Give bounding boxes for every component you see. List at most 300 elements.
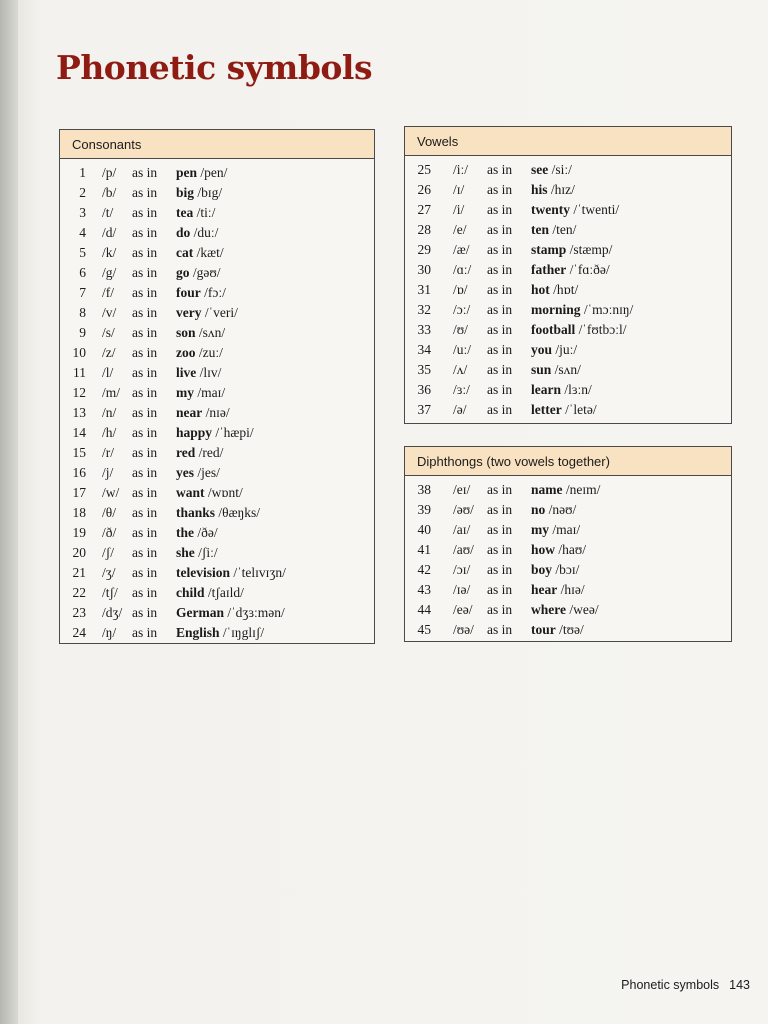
consonants-table (59, 129, 375, 644)
as-in-label: as in (487, 262, 513, 277)
table-row (405, 342, 731, 362)
example (531, 342, 577, 358)
as-in-label: as in (132, 545, 158, 560)
table-row (60, 285, 374, 305)
phoneme-symbol: /ɜː/ (453, 382, 470, 397)
example (531, 542, 586, 558)
example-transcription: /hɪz/ (550, 182, 575, 197)
table-row (60, 525, 374, 545)
phoneme-symbol: /dʒ/ (102, 605, 123, 620)
page-footer (621, 978, 750, 992)
table-row (60, 425, 374, 445)
example-transcription: /pen/ (200, 165, 228, 180)
as-in-label: as in (132, 525, 158, 540)
table-row (405, 242, 731, 262)
as-in-label: as in (132, 245, 158, 260)
example-transcription: /θæŋks/ (218, 505, 261, 520)
phoneme-symbol: /ɔː/ (453, 302, 471, 317)
row-number: 25 (417, 162, 431, 177)
table-row (405, 582, 731, 602)
phoneme-symbol: /j/ (102, 465, 114, 480)
example-transcription: /maɪ/ (552, 522, 581, 537)
example-word: sun (531, 362, 552, 377)
row-number: 33 (417, 322, 431, 337)
example (176, 525, 218, 541)
as-in-label: as in (132, 165, 158, 180)
example (531, 522, 580, 538)
table-row (60, 485, 374, 505)
example-word: German (176, 605, 224, 620)
row-number: 43 (417, 582, 431, 597)
example (176, 405, 230, 421)
table-row (60, 325, 374, 345)
example-transcription: /hɪə/ (560, 582, 585, 597)
as-in-label: as in (487, 622, 513, 637)
example (176, 385, 225, 401)
table-row (405, 502, 731, 522)
phoneme-symbol: /g/ (102, 265, 117, 280)
example (531, 222, 576, 238)
row-number: 32 (417, 302, 431, 317)
phoneme-symbol: /iː/ (453, 162, 469, 177)
table-row (405, 402, 731, 422)
example-word: hot (531, 282, 550, 297)
row-number: 9 (79, 325, 86, 340)
diphthongs-header-bold: Diphthongs (417, 454, 483, 469)
row-number: 23 (72, 605, 86, 620)
table-row (405, 302, 731, 322)
example-word: child (176, 585, 205, 600)
row-number: 41 (417, 542, 431, 557)
phoneme-symbol: /ʒ/ (102, 565, 116, 580)
phoneme-symbol: /m/ (102, 385, 121, 400)
row-number: 19 (72, 525, 86, 540)
example-transcription: /ˈmɔːnɪŋ/ (583, 302, 634, 317)
row-number: 3 (79, 205, 86, 220)
example-transcription: /nɪə/ (205, 405, 230, 420)
row-number: 11 (73, 365, 86, 380)
example-transcription: /wɒnt/ (207, 485, 243, 500)
as-in-label: as in (132, 445, 158, 460)
example-word: live (176, 365, 197, 380)
example-word: see (531, 162, 549, 177)
example (176, 225, 218, 241)
as-in-label: as in (132, 385, 158, 400)
phoneme-symbol: /e/ (453, 222, 467, 237)
example-word: big (176, 185, 195, 200)
row-number: 35 (417, 362, 431, 377)
phoneme-symbol: /ɔɪ/ (453, 562, 471, 577)
example-transcription: /nəʊ/ (548, 502, 577, 517)
vowels-header: Vowels (405, 127, 731, 156)
diphthongs-rows (405, 476, 731, 642)
table-row (405, 562, 731, 582)
phoneme-symbol: /eə/ (453, 602, 473, 617)
phoneme-symbol: /t/ (102, 205, 114, 220)
example-word: boy (531, 562, 553, 577)
example (176, 285, 226, 301)
example-word: near (176, 405, 203, 420)
example (176, 245, 224, 261)
example-word: my (176, 385, 194, 400)
example-word: red (176, 445, 196, 460)
phoneme-symbol: /ʊ/ (453, 322, 468, 337)
table-row (405, 282, 731, 302)
row-number: 30 (417, 262, 431, 277)
row-number: 7 (79, 285, 86, 300)
example-word: football (531, 322, 576, 337)
phoneme-symbol: /r/ (102, 445, 114, 460)
row-number: 2 (79, 185, 86, 200)
example-transcription: /tʃaɪld/ (207, 585, 244, 600)
row-number: 42 (417, 562, 431, 577)
example-word: ten (531, 222, 549, 237)
row-number: 21 (72, 565, 86, 580)
example-word: want (176, 485, 205, 500)
example (531, 162, 572, 178)
example-word: where (531, 602, 566, 617)
example-transcription: /ˈtwenti/ (573, 202, 620, 217)
example (531, 302, 633, 318)
table-row (405, 522, 731, 542)
example-transcription: /red/ (198, 445, 224, 460)
table-row (60, 545, 374, 565)
table-row (60, 625, 374, 645)
table-row (405, 182, 731, 202)
row-number: 24 (72, 625, 86, 640)
row-number: 4 (79, 225, 86, 240)
as-in-label: as in (132, 465, 158, 480)
vowels-rows (405, 156, 731, 422)
table-row (405, 602, 731, 622)
example-transcription: /gəʊ/ (192, 265, 221, 280)
phoneme-symbol: /aɪ/ (453, 522, 471, 537)
phoneme-symbol: /v/ (102, 305, 117, 320)
example-transcription: /stæmp/ (569, 242, 613, 257)
consonants-rows (60, 159, 374, 645)
table-row (60, 245, 374, 265)
example (531, 362, 581, 378)
example (176, 605, 285, 621)
example (531, 322, 627, 338)
row-number: 17 (72, 485, 86, 500)
row-number: 6 (79, 265, 86, 280)
table-row (405, 362, 731, 382)
table-row (60, 365, 374, 385)
as-in-label: as in (132, 425, 158, 440)
example-word: television (176, 565, 230, 580)
vowels-table (404, 126, 732, 424)
page-title: Phonetic symbols (56, 48, 373, 87)
example-word: son (176, 325, 196, 340)
table-row (60, 345, 374, 365)
row-number: 40 (417, 522, 431, 537)
example (176, 425, 254, 441)
example-transcription: /ʃiː/ (198, 545, 218, 560)
example-word: yes (176, 465, 194, 480)
phoneme-symbol: /eɪ/ (453, 482, 471, 497)
example-word: twenty (531, 202, 570, 217)
phoneme-symbol: /b/ (102, 185, 117, 200)
phoneme-symbol: /ɪə/ (453, 582, 471, 597)
row-number: 44 (417, 602, 431, 617)
example-transcription: /bɪg/ (197, 185, 223, 200)
as-in-label: as in (132, 485, 158, 500)
example-transcription: /maɪ/ (197, 385, 226, 400)
table-row (405, 382, 731, 402)
example (531, 602, 599, 618)
table-row (60, 305, 374, 325)
phoneme-symbol: /k/ (102, 245, 117, 260)
example-word: pen (176, 165, 198, 180)
example-transcription: /jes/ (197, 465, 220, 480)
phoneme-symbol: /θ/ (102, 505, 116, 520)
row-number: 28 (417, 222, 431, 237)
phoneme-symbol: /uː/ (453, 342, 472, 357)
row-number: 18 (72, 505, 86, 520)
example-word: my (531, 522, 549, 537)
table-row (60, 405, 374, 425)
example-transcription: /bɔɪ/ (555, 562, 580, 577)
row-number: 14 (72, 425, 86, 440)
example (531, 242, 612, 258)
as-in-label: as in (487, 362, 513, 377)
example (531, 202, 619, 218)
example-word: do (176, 225, 191, 240)
as-in-label: as in (487, 542, 513, 557)
table-row (60, 445, 374, 465)
example (176, 325, 225, 341)
as-in-label: as in (132, 625, 158, 640)
consonants-header: Consonants (60, 130, 374, 159)
row-number: 13 (72, 405, 86, 420)
example-transcription: /fɔː/ (204, 285, 226, 300)
row-number: 10 (72, 345, 86, 360)
as-in-label: as in (132, 505, 158, 520)
example (176, 545, 218, 561)
row-number: 31 (417, 282, 431, 297)
as-in-label: as in (487, 502, 513, 517)
as-in-label: as in (132, 205, 158, 220)
diphthongs-header (405, 447, 731, 476)
example-word: the (176, 525, 194, 540)
example-transcription: /ten/ (552, 222, 577, 237)
as-in-label: as in (487, 522, 513, 537)
phoneme-symbol: /tʃ/ (102, 585, 118, 600)
phoneme-symbol: /ɒ/ (453, 282, 468, 297)
example-word: his (531, 182, 548, 197)
phoneme-symbol: /n/ (102, 405, 117, 420)
example-transcription: /ˈfʊtbɔːl/ (578, 322, 627, 337)
table-row (405, 482, 731, 502)
row-number: 26 (417, 182, 431, 197)
book-spine (0, 0, 18, 1024)
table-row (60, 585, 374, 605)
example (176, 505, 260, 521)
example-word: tour (531, 622, 556, 637)
phoneme-symbol: /f/ (102, 285, 114, 300)
example-word: no (531, 502, 546, 517)
table-row (60, 165, 374, 185)
example-transcription: /sʌn/ (198, 325, 226, 340)
as-in-label: as in (487, 402, 513, 417)
example-transcription: /ˈtelɪvɪʒn/ (233, 565, 286, 580)
example-word: English (176, 625, 220, 640)
example-word: thanks (176, 505, 216, 520)
table-row (60, 465, 374, 485)
example-word: stamp (531, 242, 567, 257)
example-transcription: /juː/ (555, 342, 578, 357)
row-number: 15 (72, 445, 86, 460)
example (176, 585, 244, 601)
as-in-label: as in (132, 305, 158, 320)
example-transcription: /duː/ (193, 225, 219, 240)
example (176, 485, 243, 501)
row-number: 5 (79, 245, 86, 260)
row-number: 22 (72, 585, 86, 600)
row-number: 37 (417, 402, 431, 417)
phoneme-symbol: /z/ (102, 345, 116, 360)
example-word: four (176, 285, 201, 300)
example (176, 265, 221, 281)
example-transcription: /ˈveri/ (204, 305, 238, 320)
row-number: 34 (417, 342, 431, 357)
example (176, 625, 264, 641)
phoneme-symbol: /ŋ/ (102, 625, 117, 640)
example (531, 402, 597, 418)
example-word: cat (176, 245, 194, 260)
as-in-label: as in (487, 222, 513, 237)
example-word: name (531, 482, 563, 497)
as-in-label: as in (487, 162, 513, 177)
as-in-label: as in (487, 482, 513, 497)
row-number: 27 (417, 202, 431, 217)
as-in-label: as in (487, 342, 513, 357)
row-number: 45 (417, 622, 431, 637)
phoneme-symbol: /aʊ/ (453, 542, 474, 557)
phoneme-symbol: /əʊ/ (453, 502, 474, 517)
as-in-label: as in (487, 562, 513, 577)
example-transcription: /tiː/ (196, 205, 216, 220)
as-in-label: as in (132, 585, 158, 600)
phoneme-symbol: /i/ (453, 202, 465, 217)
table-row (60, 385, 374, 405)
example-word: go (176, 265, 190, 280)
phoneme-symbol: /æ/ (453, 242, 470, 257)
example-word: she (176, 545, 195, 560)
phoneme-symbol: /p/ (102, 165, 117, 180)
table-row (405, 262, 731, 282)
example (176, 465, 220, 481)
as-in-label: as in (132, 185, 158, 200)
example (531, 562, 579, 578)
row-number: 38 (417, 482, 431, 497)
example (531, 282, 578, 298)
table-row (405, 542, 731, 562)
as-in-label: as in (132, 225, 158, 240)
example-transcription: /kæt/ (196, 245, 224, 260)
phoneme-symbol: /h/ (102, 425, 117, 440)
example-transcription: /sʌn/ (554, 362, 581, 377)
example-transcription: /haʊ/ (558, 542, 587, 557)
as-in-label: as in (487, 182, 513, 197)
example (176, 165, 227, 181)
example-word: how (531, 542, 556, 557)
phoneme-symbol: /ə/ (453, 402, 467, 417)
row-number: 36 (417, 382, 431, 397)
as-in-label: as in (487, 282, 513, 297)
phoneme-symbol: /l/ (102, 365, 114, 380)
example-transcription: /lɜːn/ (564, 382, 592, 397)
example (531, 502, 576, 518)
table-row (60, 565, 374, 585)
as-in-label: as in (132, 405, 158, 420)
example-word: you (531, 342, 553, 357)
row-number: 39 (417, 502, 431, 517)
phoneme-symbol: /ɑː/ (453, 262, 472, 277)
example (531, 482, 600, 498)
as-in-label: as in (132, 605, 158, 620)
example-word: tea (176, 205, 194, 220)
diphthongs-table (404, 446, 732, 642)
row-number: 12 (72, 385, 86, 400)
footer-section-title: Phonetic symbols (621, 978, 720, 992)
example-transcription: /neɪm/ (565, 482, 601, 497)
example (531, 622, 584, 638)
as-in-label: as in (487, 582, 513, 597)
example-word: happy (176, 425, 213, 440)
table-row (60, 225, 374, 245)
row-number: 29 (417, 242, 431, 257)
as-in-label: as in (487, 382, 513, 397)
table-row (405, 622, 731, 642)
as-in-label: as in (487, 302, 513, 317)
example-word: learn (531, 382, 561, 397)
as-in-label: as in (487, 322, 513, 337)
table-row (60, 265, 374, 285)
row-number: 1 (79, 165, 86, 180)
as-in-label: as in (132, 345, 158, 360)
example (176, 305, 238, 321)
example (176, 445, 223, 461)
as-in-label: as in (132, 285, 158, 300)
row-number: 8 (79, 305, 86, 320)
row-number: 20 (72, 545, 86, 560)
example-transcription: /weə/ (569, 602, 599, 617)
as-in-label: as in (132, 565, 158, 580)
example-word: very (176, 305, 202, 320)
as-in-label: as in (487, 202, 513, 217)
table-row (405, 202, 731, 222)
example-word: letter (531, 402, 562, 417)
example-word: father (531, 262, 567, 277)
example-word: morning (531, 302, 581, 317)
phoneme-symbol: /ð/ (102, 525, 117, 540)
example (176, 345, 223, 361)
example-transcription: /zuː/ (198, 345, 223, 360)
phoneme-symbol: /s/ (102, 325, 115, 340)
row-number: 16 (72, 465, 86, 480)
phoneme-symbol: /w/ (102, 485, 120, 500)
as-in-label: as in (487, 602, 513, 617)
example-transcription: /tʊə/ (559, 622, 584, 637)
phoneme-symbol: /d/ (102, 225, 117, 240)
table-row (405, 162, 731, 182)
example-transcription: /ˈfɑːðə/ (569, 262, 610, 277)
table-row (60, 605, 374, 625)
table-row (60, 205, 374, 225)
table-row (405, 222, 731, 242)
